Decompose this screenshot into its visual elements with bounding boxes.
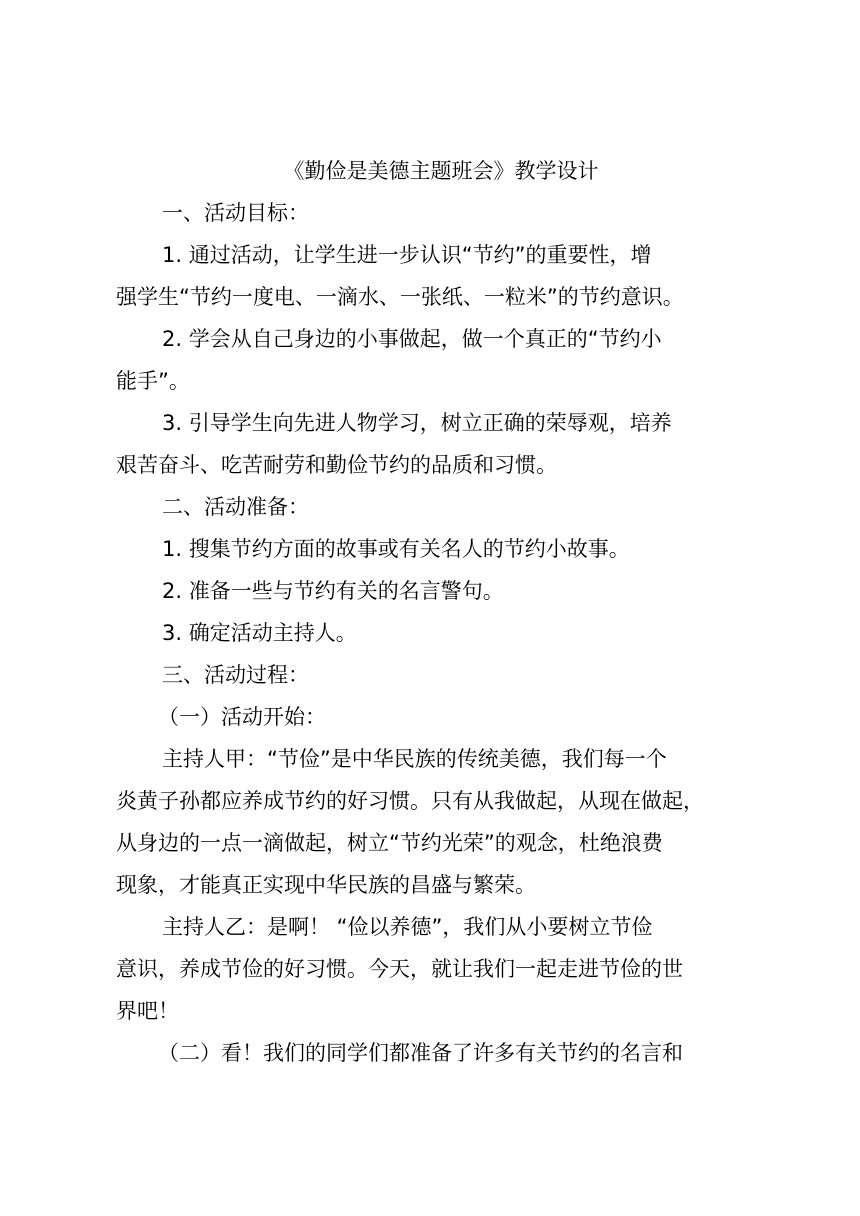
text-line-goal3-b: 艰苦奋斗、吃苦耐劳和勤俭节约的品质和习惯。 [116,453,557,477]
text-line-goal3-a: 3. 引导学生向先进人物学习，树立正确的荣辱观，培养 [162,411,672,435]
document-body [116,150,746,1074]
text-line-part2-1: （二）看！我们的同学们都准备了许多有关节约的名言和 [158,1041,683,1065]
text-line-goal1-b: 强学生“节约一度电、一滴水、一张纸、一粒米”的节约意识。 [116,285,684,309]
text-line-prep2: 2. 准备一些与节约有关的名言警句。 [162,579,504,603]
document-title: 《勤俭是美德主题班会》教学设计 [283,159,599,183]
text-line-hostA-2: 炎黄子孙都应养成节约的好习惯。只有从我做起，从现在做起， [116,789,704,813]
text-line-s3-heading: 三、活动过程： [162,663,309,687]
text-line-goal2-a: 2. 学会从自己身边的小事做起，做一个真正的“节约小 [162,327,662,351]
text-line-goal1-a: 1. 通过活动，让学生进一步认识“节约”的重要性，增 [162,243,652,267]
document-lines [116,192,746,1074]
text-line-prep1: 1. 搜集节约方面的故事或有关名人的节约小故事。 [162,537,630,561]
text-line-s2-heading: 二、活动准备： [162,495,309,519]
text-line-s1-heading: 一、活动目标： [162,201,309,225]
text-line-goal2-b: 能手”。 [116,369,190,393]
text-line-prep3: 3. 确定活动主持人。 [162,621,357,645]
text-line-hostA-3: 从身边的一点一滴做起，树立“节约光荣”的观念，杜绝浪费 [116,831,663,855]
text-line-hostA-4: 现象，才能真正实现中华民族的昌盛与繁荣。 [116,873,536,897]
text-line-hostB-2: 意识，养成节俭的好习惯。今天，就让我们一起走进节俭的世 [116,957,683,981]
text-line-hostB-1: 主持人乙：是啊！ “俭以养德”，我们从小要树立节俭 [162,915,653,939]
text-line-part1-heading: （一）活动开始： [158,705,326,729]
text-line-hostB-3: 界吧！ [116,999,179,1023]
text-line-hostA-1: 主持人甲：“节俭”是中华民族的传统美德，我们每一个 [162,747,667,771]
